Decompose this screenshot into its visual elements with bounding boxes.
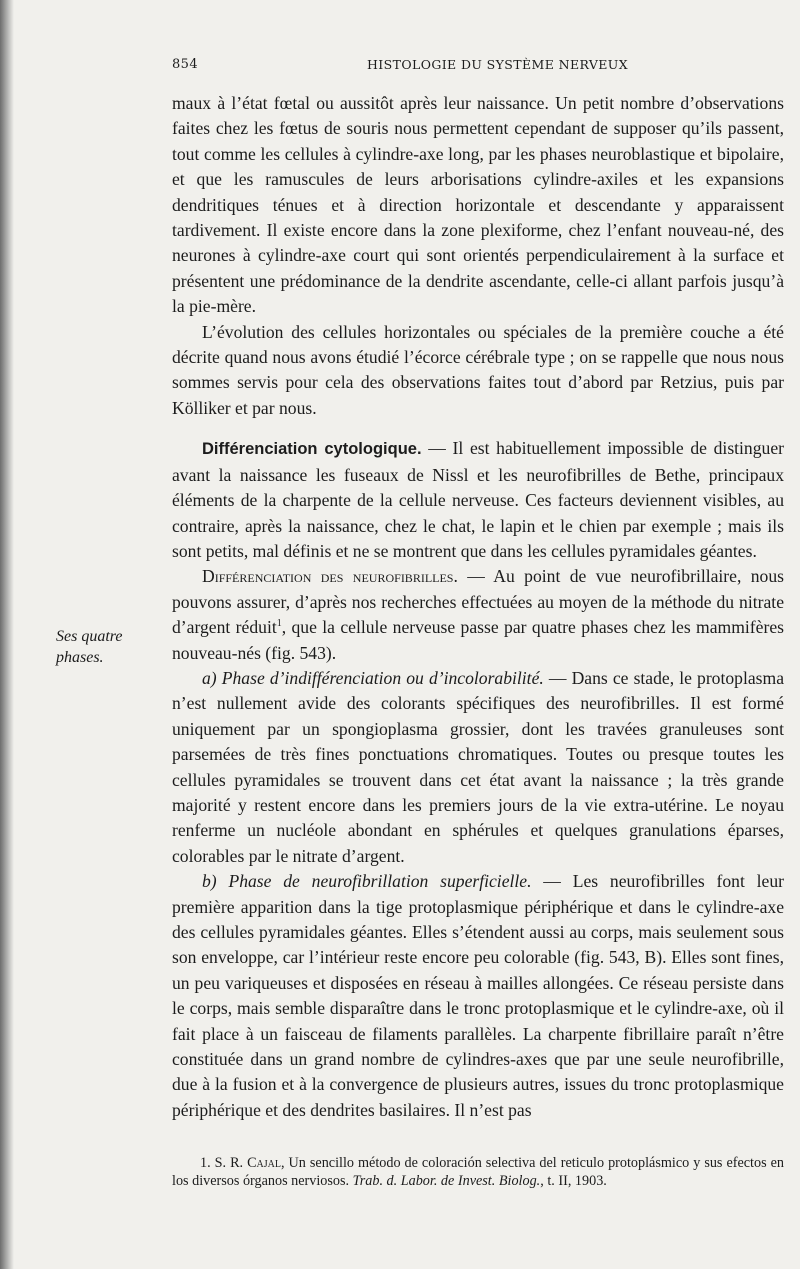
paragraph-4-text-b: , que la cellule nerveuse passe par quatre phases chez les mammifères nouveau-nés (fig. 543).	[172, 617, 784, 663]
section-heading-cytologique: Différenciation cytologique.	[202, 440, 422, 459]
footnote	[172, 1154, 784, 1190]
paragraph-5-text: — Dans ce stade, le protoplasma n’est nullement avide des colorants spécifiques des neurofibrilles. Il est formé uniquement par un spongioplasma grossier, dont les travées granuleuses sont parsemées de très fines ponctuations chromatiques. Toutes ou presque toutes les cellules pyramidales se trouvent dans cet état avant la naissance ; la très grande majorité y restent encore dans les premiers jours de la vie extra-utérine. Le noyau renferme un nucléole abondant en sphérules et quelques granulations éparses, colorables par le nitrate d’argent.	[172, 667, 784, 866]
paragraph-6	[172, 869, 784, 1123]
page-number: 854	[172, 57, 199, 72]
section-heading-neurofibrilles: Différenciation des neurofibrilles.	[202, 566, 458, 587]
running-title: HISTOLOGIE DU SYSTÈME NERVEUX	[367, 57, 629, 72]
paragraph-3	[172, 436, 784, 564]
main-text	[172, 91, 784, 1123]
margin-note	[56, 626, 156, 668]
footnote-text-b: , t. II, 1903.	[540, 1173, 607, 1189]
footnote-marker: 1. S. R.	[200, 1155, 248, 1171]
paragraph-1: maux à l’état fœtal ou aussitôt après leur naissance. Un petit nombre d’observations faites chez les fœtus de souris nous permettent cependant de supposer qu’ils passent, tout comme les cellules à cylindre-axe long, par les phases neuroblastique et bipolaire, et que les ramuscules de leurs arborisations cylindre-axiles et les expansions dendritiques ténues et à direction horizontale et descendante y apparaissent tardivement. Il existe encore dans la zone plexiforme, chez l’enfant nouveau-né, des neurones à cylindre-axe court qui sont orientés perpendiculairement à la surface et présentent une prédominance de la dendrite ascendante, celle-ci allant parfois jusqu’à la pie-mère.	[172, 93, 784, 317]
footnote-text-a: , Un sencillo método de coloración selectiva del reticulo protoplásmico y sus efectos en los diversos órganos nerviosos.	[172, 1155, 785, 1189]
paragraph-2: L’évolution des cellules horizontales ou spéciales de la première couche a été décrite quand nous avons étudié l’écorce cérébrale type ; on se rappelle que nous nous sommes servis pour cela des observations faites tout d’abord par Retzius, puis par Kölliker et par nous.	[172, 321, 784, 418]
footnote-reference: 1	[276, 618, 282, 630]
paragraph-5	[172, 666, 784, 869]
paragraph-4-text-a: — Au point de vue neurofibrillaire, nous pouvons assurer, d’après nos recherches effectuées au moyen de la méthode du nitrate d’argent réduit	[172, 566, 784, 638]
phase-b-label: b) Phase de neurofibrillation superficielle.	[202, 871, 532, 892]
paragraph-4	[172, 564, 784, 666]
footnote-journal: Trab. d. Labor. de Invest. Biolog.	[352, 1173, 541, 1189]
running-header	[172, 57, 784, 79]
paragraph-6-text: — Les neurofibrilles font leur première apparition dans la tige protoplasmique périphérique et dans le cylindre-axe des cellules pyramidales géantes. Elles s’étendent aussi au corps, mais seulement sous son enveloppe, car l’intérieur reste encore peu colorable (fig. 543, B). Elles sont fines, un peu variqueuses et disposées en réseau à mailles allongées. Ce réseau persiste dans le corps, mais semble disparaître dans le tronc protoplasmique et le cylindre-axe, où il fait place à un faisceau de filaments parallèles. La charpente fibrillaire paraît n’être constituée dans un grand nombre de cylindres-axes que par une seule neurofibrille, due à la fusion et à la convergence de plusieurs autres, issues du tronc protoplasmique périphérique et des dendrites basilaires. Il n’est pas	[172, 871, 785, 1120]
paragraph-3-text: — Il est habituellement impossible de distinguer avant la naissance les fuseaux de Nissl et les neurofibrilles de Bethe, principaux éléments de la charpente de la cellule nerveuse. Ces facteurs deviennent visibles, au contraire, après la naissance, chez le chat, le lapin et le chien par exemple ; mais ils sont petits, mal définis et ne se montrent que dans les cellules pyramidales géantes.	[172, 438, 784, 561]
footnote-author: Cajal	[247, 1155, 281, 1171]
phase-a-label: a) Phase d’indifférenciation ou d’incolorabilité.	[202, 667, 544, 688]
page-spine-shadow	[0, 0, 14, 1269]
margin-note-line-1: Ses quatre	[56, 628, 123, 645]
margin-note-line-2: phases.	[56, 649, 104, 666]
